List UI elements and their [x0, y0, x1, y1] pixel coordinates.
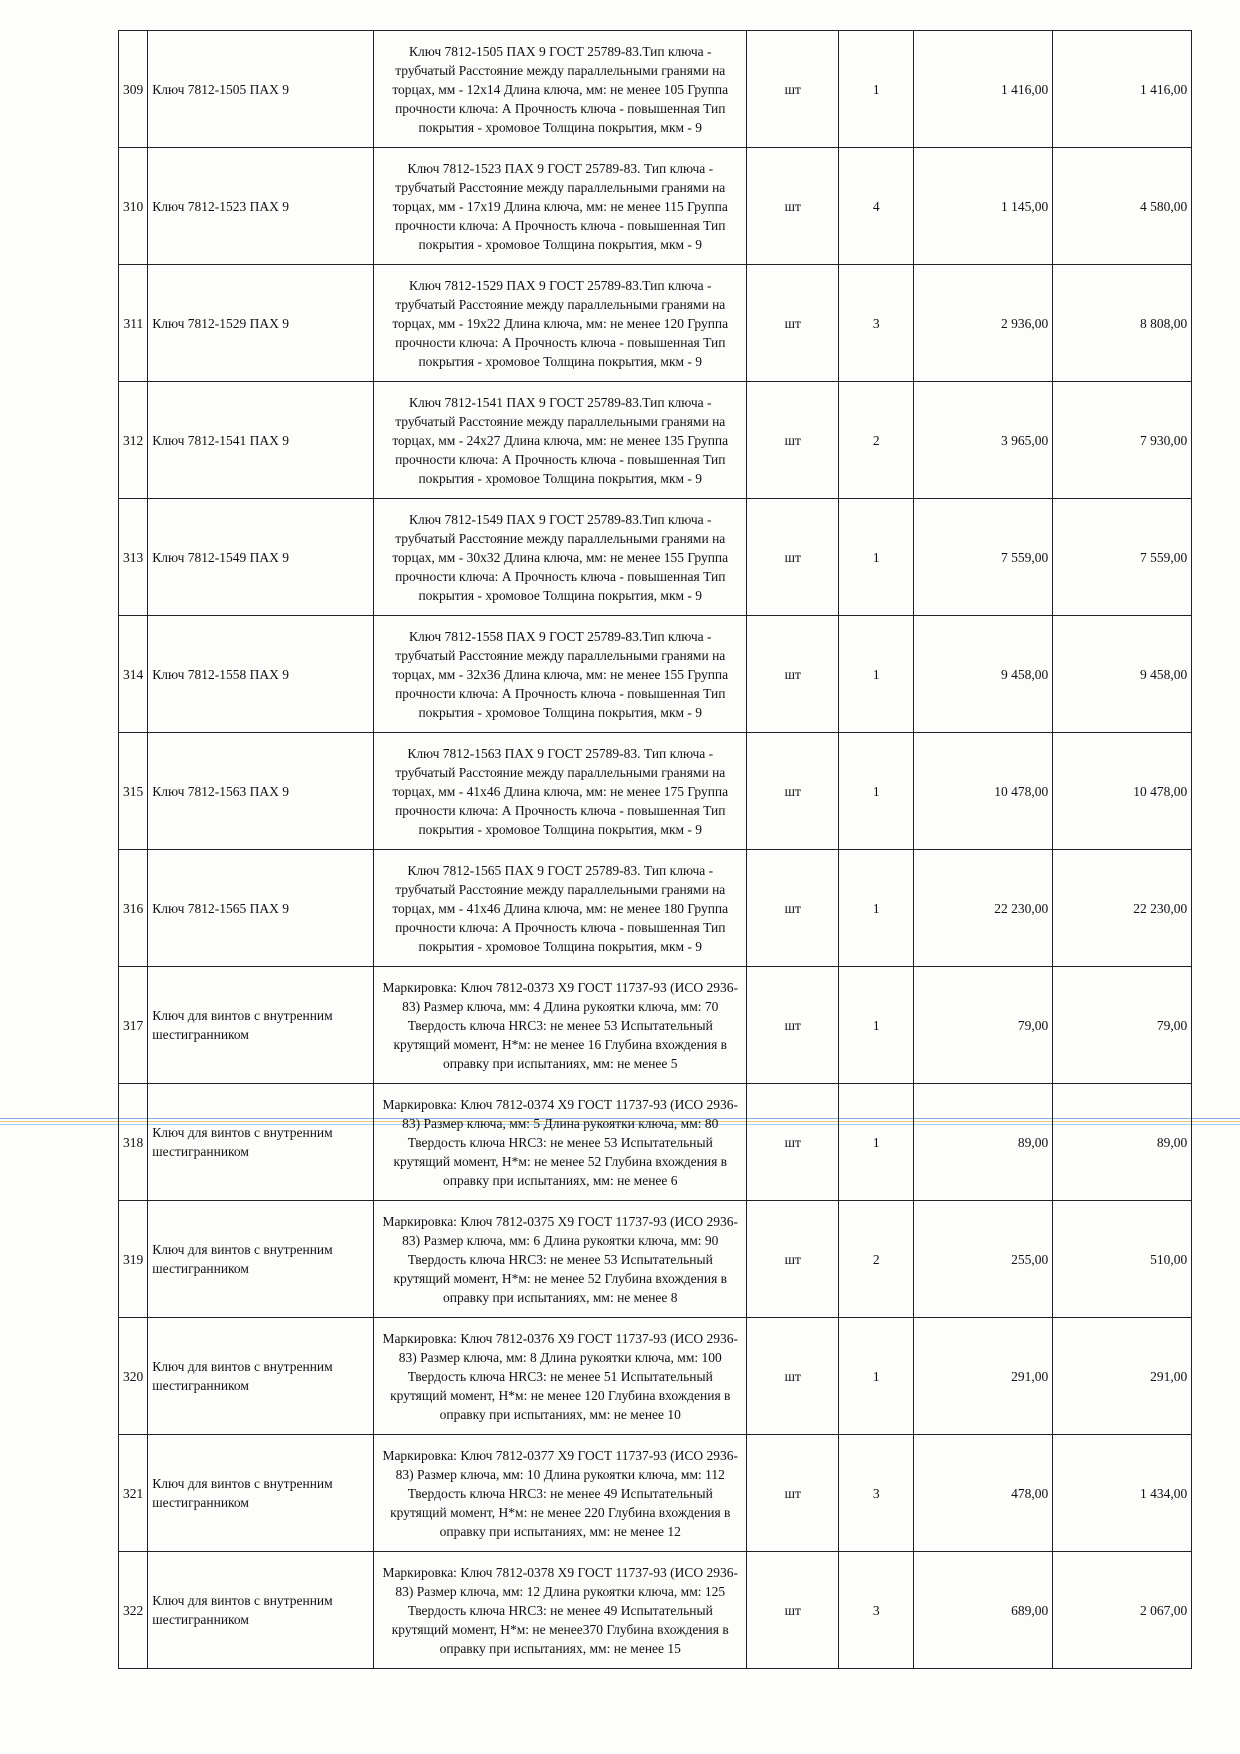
- table-row: [119, 1084, 1192, 1201]
- item-sum: 22 230,00: [1053, 850, 1192, 967]
- row-number: 320: [119, 1318, 148, 1435]
- row-number: 322: [119, 1552, 148, 1669]
- item-quantity: 4: [839, 148, 914, 265]
- item-quantity: 1: [839, 850, 914, 967]
- row-number: 319: [119, 1201, 148, 1318]
- item-quantity: 1: [839, 967, 914, 1084]
- item-description: Ключ 7812-1541 ПАХ 9 ГОСТ 25789-83.Тип ключа - трубчатый Расстояние между параллельными гранями на торцах, мм - 24х27 Длина ключа, мм: не менее 135 Группа прочности ключа: А Прочность ключа - повышенная Тип покрытия - хромовое Толщина покрытия, мкм - 9: [374, 382, 747, 499]
- row-number: 316: [119, 850, 148, 967]
- item-price: 10 478,00: [914, 733, 1053, 850]
- item-sum: 1 416,00: [1053, 31, 1192, 148]
- item-quantity: 2: [839, 382, 914, 499]
- item-sum: 79,00: [1053, 967, 1192, 1084]
- item-quantity: 3: [839, 265, 914, 382]
- item-quantity: 1: [839, 1318, 914, 1435]
- table-row: [119, 31, 1192, 148]
- item-unit: шт: [747, 31, 839, 148]
- item-sum: 291,00: [1053, 1318, 1192, 1435]
- item-unit: шт: [747, 382, 839, 499]
- item-price: 2 936,00: [914, 265, 1053, 382]
- item-description: Ключ 7812-1523 ПАХ 9 ГОСТ 25789-83. Тип ключа - трубчатый Расстояние между параллельными гранями на торцах, мм - 17х19 Длина ключа, мм: не менее 115 Группа прочности ключа: А Прочность ключа - повышенная Тип покрытия - хромовое Толщина покрытия, мкм - 9: [374, 148, 747, 265]
- row-number: 313: [119, 499, 148, 616]
- table-row: [119, 382, 1192, 499]
- item-name: Ключ для винтов с внутренним шестигранником: [148, 1318, 374, 1435]
- item-unit: шт: [747, 616, 839, 733]
- item-sum: 7 930,00: [1053, 382, 1192, 499]
- item-quantity: 1: [839, 616, 914, 733]
- item-price: 3 965,00: [914, 382, 1053, 499]
- item-description: Ключ 7812-1529 ПАХ 9 ГОСТ 25789-83.Тип ключа - трубчатый Расстояние между параллельными гранями на торцах, мм - 19х22 Длина ключа, мм: не менее 120 Группа прочности ключа: А Прочность ключа - повышенная Тип покрытия - хромовое Толщина покрытия, мкм - 9: [374, 265, 747, 382]
- item-price: 89,00: [914, 1084, 1053, 1201]
- item-unit: шт: [747, 1201, 839, 1318]
- table-body: [119, 31, 1192, 1669]
- item-description: Ключ 7812-1563 ПАХ 9 ГОСТ 25789-83. Тип ключа - трубчатый Расстояние между параллельными гранями на торцах, мм - 41х46 Длина ключа, мм: не менее 175 Группа прочности ключа: А Прочность ключа - повышенная Тип покрытия - хромовое Толщина покрытия, мкм - 9: [374, 733, 747, 850]
- item-sum: 9 458,00: [1053, 616, 1192, 733]
- item-price: 1 145,00: [914, 148, 1053, 265]
- item-unit: шт: [747, 1318, 839, 1435]
- items-table: [118, 30, 1192, 1669]
- item-unit: шт: [747, 1435, 839, 1552]
- item-description: Ключ 7812-1505 ПАХ 9 ГОСТ 25789-83.Тип ключа - трубчатый Расстояние между параллельными гранями на торцах, мм - 12х14 Длина ключа, мм: не менее 105 Группа прочности ключа: А Прочность ключа - повышенная Тип покрытия - хромовое Толщина покрытия, мкм - 9: [374, 31, 747, 148]
- item-description: Маркировка: Ключ 7812-0374 Х9 ГОСТ 11737-93 (ИСО 2936-83) Размер ключа, мм: 5 Длина рукоятки ключа, мм: 80 Твердость ключа HRC3: не менее 53 Испытательный крутящий момент, Н*м: не менее 52 Глубина вхождения в оправку при испытаниях, мм: не менее 6: [374, 1084, 747, 1201]
- item-quantity: 1: [839, 733, 914, 850]
- item-sum: 510,00: [1053, 1201, 1192, 1318]
- item-description: Маркировка: Ключ 7812-0378 Х9 ГОСТ 11737-93 (ИСО 2936-83) Размер ключа, мм: 12 Длина рукоятки ключа, мм: 125 Твердость ключа HRC3: не менее 49 Испытательный крутящий момент, Н*м: не менее370 Глубина вхождения в оправку при испытаниях, мм: не менее 15: [374, 1552, 747, 1669]
- item-name: Ключ 7812-1529 ПАХ 9: [148, 265, 374, 382]
- item-sum: 2 067,00: [1053, 1552, 1192, 1669]
- row-number: 310: [119, 148, 148, 265]
- item-unit: шт: [747, 733, 839, 850]
- item-unit: шт: [747, 1084, 839, 1201]
- item-price: 22 230,00: [914, 850, 1053, 967]
- table-row: [119, 1435, 1192, 1552]
- item-name: Ключ 7812-1549 ПАХ 9: [148, 499, 374, 616]
- item-quantity: 1: [839, 1084, 914, 1201]
- item-name: Ключ для винтов с внутренним шестигранником: [148, 967, 374, 1084]
- row-number: 317: [119, 967, 148, 1084]
- item-quantity: 2: [839, 1201, 914, 1318]
- item-name: Ключ для винтов с внутренним шестигранником: [148, 1435, 374, 1552]
- item-quantity: 3: [839, 1435, 914, 1552]
- item-sum: 1 434,00: [1053, 1435, 1192, 1552]
- item-price: 478,00: [914, 1435, 1053, 1552]
- item-name: Ключ 7812-1563 ПАХ 9: [148, 733, 374, 850]
- row-number: 309: [119, 31, 148, 148]
- table-row: [119, 1552, 1192, 1669]
- table-row: [119, 499, 1192, 616]
- item-quantity: 1: [839, 499, 914, 616]
- item-quantity: 1: [839, 31, 914, 148]
- row-number: 312: [119, 382, 148, 499]
- item-sum: 8 808,00: [1053, 265, 1192, 382]
- item-sum: 10 478,00: [1053, 733, 1192, 850]
- item-description: Маркировка: Ключ 7812-0373 Х9 ГОСТ 11737-93 (ИСО 2936-83) Размер ключа, мм: 4 Длина рукоятки ключа, мм: 70 Твердость ключа HRC3: не менее 53 Испытательный крутящий момент, Н*м: не менее 16 Глубина вхождения в оправку при испытаниях, мм: не менее 5: [374, 967, 747, 1084]
- item-price: 1 416,00: [914, 31, 1053, 148]
- row-number: 314: [119, 616, 148, 733]
- item-unit: шт: [747, 850, 839, 967]
- item-unit: шт: [747, 967, 839, 1084]
- row-number: 311: [119, 265, 148, 382]
- item-sum: 7 559,00: [1053, 499, 1192, 616]
- item-description: Ключ 7812-1565 ПАХ 9 ГОСТ 25789-83. Тип ключа - трубчатый Расстояние между параллельными гранями на торцах, мм - 41х46 Длина ключа, мм: не менее 180 Группа прочности ключа: А Прочность ключа - повышенная Тип покрытия - хромовое Толщина покрытия, мкм - 9: [374, 850, 747, 967]
- row-number: 315: [119, 733, 148, 850]
- item-sum: 89,00: [1053, 1084, 1192, 1201]
- item-description: Ключ 7812-1558 ПАХ 9 ГОСТ 25789-83.Тип ключа - трубчатый Расстояние между параллельными гранями на торцах, мм - 32х36 Длина ключа, мм: не менее 155 Группа прочности ключа: А Прочность ключа - повышенная Тип покрытия - хромовое Толщина покрытия, мкм - 9: [374, 616, 747, 733]
- item-price: 689,00: [914, 1552, 1053, 1669]
- item-description: Маркировка: Ключ 7812-0375 Х9 ГОСТ 11737-93 (ИСО 2936-83) Размер ключа, мм: 6 Длина рукоятки ключа, мм: 90 Твердость ключа HRC3: не менее 53 Испытательный крутящий момент, Н*м: не менее 52 Глубина вхождения в оправку при испытаниях, мм: не менее 8: [374, 1201, 747, 1318]
- table-row: [119, 967, 1192, 1084]
- item-price: 255,00: [914, 1201, 1053, 1318]
- item-price: 291,00: [914, 1318, 1053, 1435]
- item-sum: 4 580,00: [1053, 148, 1192, 265]
- item-name: Ключ 7812-1505 ПАХ 9: [148, 31, 374, 148]
- table-row: [119, 148, 1192, 265]
- item-unit: шт: [747, 148, 839, 265]
- item-price: 79,00: [914, 967, 1053, 1084]
- item-name: Ключ для винтов с внутренним шестигранником: [148, 1552, 374, 1669]
- item-unit: шт: [747, 1552, 839, 1669]
- table-row: [119, 1318, 1192, 1435]
- item-description: Ключ 7812-1549 ПАХ 9 ГОСТ 25789-83.Тип ключа - трубчатый Расстояние между параллельными гранями на торцах, мм - 30х32 Длина ключа, мм: не менее 155 Группа прочности ключа: А Прочность ключа - повышенная Тип покрытия - хромовое Толщина покрытия, мкм - 9: [374, 499, 747, 616]
- table-row: [119, 265, 1192, 382]
- table-row: [119, 733, 1192, 850]
- item-name: Ключ 7812-1541 ПАХ 9: [148, 382, 374, 499]
- item-unit: шт: [747, 499, 839, 616]
- table-row: [119, 1201, 1192, 1318]
- item-price: 7 559,00: [914, 499, 1053, 616]
- item-name: Ключ 7812-1523 ПАХ 9: [148, 148, 374, 265]
- item-quantity: 3: [839, 1552, 914, 1669]
- row-number: 321: [119, 1435, 148, 1552]
- item-price: 9 458,00: [914, 616, 1053, 733]
- item-description: Маркировка: Ключ 7812-0377 Х9 ГОСТ 11737-93 (ИСО 2936-83) Размер ключа, мм: 10 Длина рукоятки ключа, мм: 112 Твердость ключа HRC3: не менее 49 Испытательный крутящий момент, Н*м: не менее 220 Глубина вхождения в оправку при испытаниях, мм: не менее 12: [374, 1435, 747, 1552]
- item-name: Ключ 7812-1565 ПАХ 9: [148, 850, 374, 967]
- table-row: [119, 616, 1192, 733]
- item-name: Ключ для винтов с внутренним шестигранником: [148, 1084, 374, 1201]
- item-description: Маркировка: Ключ 7812-0376 Х9 ГОСТ 11737-93 (ИСО 2936-83) Размер ключа, мм: 8 Длина рукоятки ключа, мм: 100 Твердость ключа HRC3: не менее 51 Испытательный крутящий момент, Н*м: не менее 120 Глубина вхождения в оправку при испытаниях, мм: не менее 10: [374, 1318, 747, 1435]
- item-name: Ключ 7812-1558 ПАХ 9: [148, 616, 374, 733]
- item-unit: шт: [747, 265, 839, 382]
- item-name: Ключ для винтов с внутренним шестигранником: [148, 1201, 374, 1318]
- table-row: [119, 850, 1192, 967]
- row-number: 318: [119, 1084, 148, 1201]
